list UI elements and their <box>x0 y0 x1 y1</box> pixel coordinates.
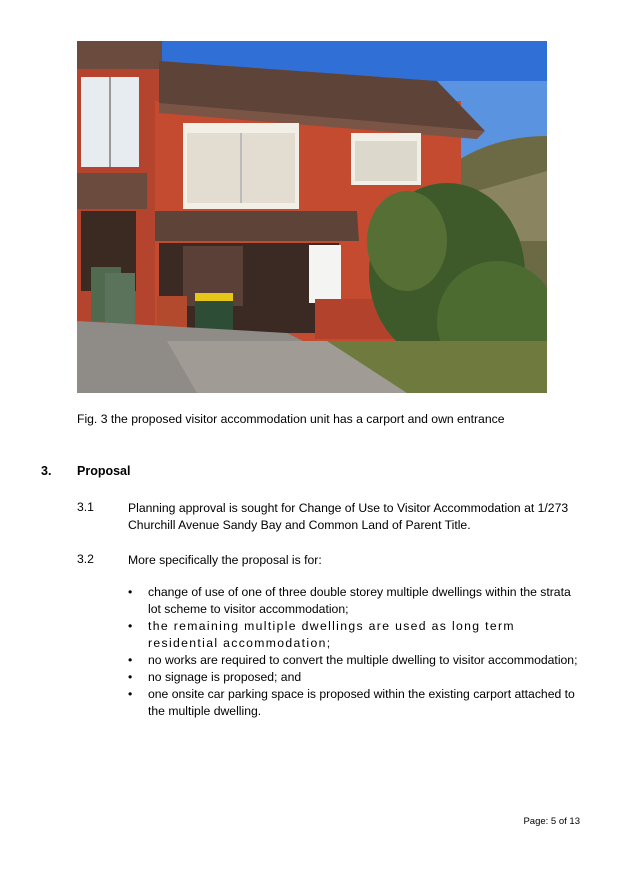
subsection-number: 3.2 <box>77 552 94 566</box>
list-item <box>128 618 578 652</box>
bullet-icon: • <box>128 687 133 701</box>
bullet-icon: • <box>128 670 133 684</box>
subsection-number: 3.1 <box>77 500 94 514</box>
bullet-icon: • <box>128 653 133 667</box>
list-item-text: one onsite car parking space is proposed within the existing carport attached to the multiple dwelling. <box>148 687 575 718</box>
list-item-text: no signage is proposed; and <box>148 670 302 684</box>
figure-photo <box>77 41 547 393</box>
list-item <box>128 686 578 720</box>
figure-caption: Fig. 3 the proposed visitor accommodation unit has a carport and own entrance <box>77 412 505 426</box>
section-title: Proposal <box>77 464 131 478</box>
proposal-bullet-list <box>128 584 578 720</box>
list-item-text: the remaining multiple dwellings are used as long term residential accommodation; <box>148 619 515 650</box>
page-number: Page: 5 of 13 <box>523 816 580 827</box>
list-item <box>128 584 578 618</box>
list-item <box>128 652 578 669</box>
list-item <box>128 669 578 686</box>
list-item-text: change of use of one of three double storey multiple dwellings within the strata lot scheme to visitor accommodation; <box>148 585 571 616</box>
bullet-icon: • <box>128 585 133 599</box>
bullet-icon: • <box>128 619 134 633</box>
list-item-text: no works are required to convert the multiple dwelling to visitor accommodation; <box>148 653 578 667</box>
subsection-text: Planning approval is sought for Change of Use to Visitor Accommodation at 1/273 Churchill Avenue Sandy Bay and Common Land of Parent Title. <box>128 501 569 532</box>
section-number: 3. <box>41 464 52 478</box>
subsection-text: More specifically the proposal is for: <box>128 553 322 567</box>
